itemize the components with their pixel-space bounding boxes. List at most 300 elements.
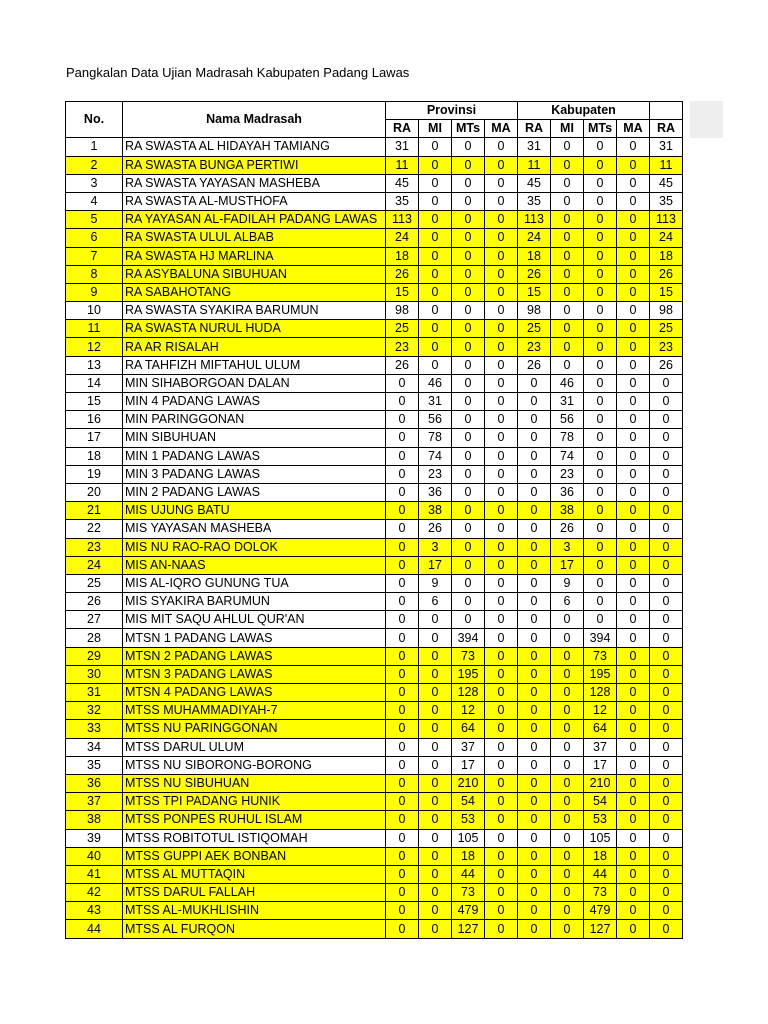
- count-cell: 54: [452, 793, 485, 811]
- madrasah-name: MIN 3 PADANG LAWAS: [123, 465, 386, 483]
- count-cell: 0: [551, 338, 584, 356]
- count-cell: 0: [518, 647, 551, 665]
- count-cell: 0: [452, 520, 485, 538]
- count-cell: 31: [419, 393, 452, 411]
- count-cell: 0: [386, 429, 419, 447]
- count-cell: 0: [650, 884, 683, 902]
- count-cell: 26: [551, 520, 584, 538]
- count-cell: 0: [485, 447, 518, 465]
- row-number: 12: [66, 338, 123, 356]
- count-cell: 6: [551, 593, 584, 611]
- count-cell: 3: [551, 538, 584, 556]
- count-cell: 0: [485, 192, 518, 210]
- count-cell: 0: [452, 411, 485, 429]
- count-cell: 56: [419, 411, 452, 429]
- count-cell: 0: [650, 665, 683, 683]
- madrasah-name: MTSN 3 PADANG LAWAS: [123, 665, 386, 683]
- row-number: 24: [66, 556, 123, 574]
- subheader-cell: RA: [518, 120, 551, 138]
- row-number: 44: [66, 920, 123, 938]
- count-cell: 0: [386, 593, 419, 611]
- count-cell: 26: [650, 265, 683, 283]
- count-cell: 18: [452, 847, 485, 865]
- madrasah-name: MTSS AL FURQON: [123, 920, 386, 938]
- subheader-cell: MI: [551, 120, 584, 138]
- count-cell: 0: [650, 374, 683, 392]
- count-cell: 0: [584, 465, 617, 483]
- count-cell: 0: [617, 138, 650, 156]
- count-cell: 0: [584, 320, 617, 338]
- count-cell: 0: [419, 702, 452, 720]
- count-cell: 0: [617, 411, 650, 429]
- count-cell: 0: [584, 374, 617, 392]
- count-cell: 78: [551, 429, 584, 447]
- count-cell: 0: [518, 920, 551, 938]
- count-cell: 73: [452, 647, 485, 665]
- count-cell: 25: [518, 320, 551, 338]
- subheader-cell: MA: [485, 120, 518, 138]
- row-number: 36: [66, 774, 123, 792]
- count-cell: 0: [650, 447, 683, 465]
- row-number: 29: [66, 647, 123, 665]
- count-cell: 0: [518, 520, 551, 538]
- count-cell: 0: [452, 611, 485, 629]
- count-cell: 0: [419, 684, 452, 702]
- count-cell: 0: [419, 847, 452, 865]
- count-cell: 0: [452, 538, 485, 556]
- count-cell: 0: [452, 138, 485, 156]
- count-cell: 0: [650, 411, 683, 429]
- count-cell: 0: [650, 647, 683, 665]
- count-cell: 0: [386, 793, 419, 811]
- madrasah-name: RA SWASTA SYAKIRA BARUMUN: [123, 302, 386, 320]
- count-cell: 0: [617, 538, 650, 556]
- count-cell: 0: [551, 138, 584, 156]
- count-cell: 0: [485, 774, 518, 792]
- count-cell: 0: [584, 156, 617, 174]
- count-cell: 23: [518, 338, 551, 356]
- count-cell: 0: [617, 229, 650, 247]
- count-cell: 127: [584, 920, 617, 938]
- subheader-cell: MTs: [584, 120, 617, 138]
- row-number: 9: [66, 283, 123, 301]
- count-cell: 0: [617, 338, 650, 356]
- count-cell: 0: [419, 211, 452, 229]
- count-cell: 31: [650, 138, 683, 156]
- count-cell: 0: [617, 611, 650, 629]
- count-cell: 23: [419, 465, 452, 483]
- table-row: [66, 138, 683, 156]
- table-row: [66, 283, 683, 301]
- count-cell: 0: [650, 738, 683, 756]
- row-number: 1: [66, 138, 123, 156]
- row-number: 33: [66, 720, 123, 738]
- header-name: Nama Madrasah: [123, 102, 386, 138]
- count-cell: 0: [386, 865, 419, 883]
- table-row: [66, 465, 683, 483]
- madrasah-name: MTSS DARUL ULUM: [123, 738, 386, 756]
- count-cell: 0: [617, 393, 650, 411]
- count-cell: 0: [650, 920, 683, 938]
- count-cell: 0: [518, 574, 551, 592]
- count-cell: 0: [551, 192, 584, 210]
- count-cell: 0: [617, 156, 650, 174]
- count-cell: 0: [419, 302, 452, 320]
- count-cell: 15: [386, 283, 419, 301]
- count-cell: 0: [584, 247, 617, 265]
- count-cell: 0: [386, 538, 419, 556]
- madrasah-name: RA SWASTA AL HIDAYAH TAMIANG: [123, 138, 386, 156]
- row-number: 16: [66, 411, 123, 429]
- count-cell: 0: [485, 483, 518, 501]
- madrasah-name: MTSN 2 PADANG LAWAS: [123, 647, 386, 665]
- table-row: [66, 520, 683, 538]
- count-cell: 0: [551, 756, 584, 774]
- row-number: 26: [66, 593, 123, 611]
- count-cell: 35: [518, 192, 551, 210]
- madrasah-name: MIN 2 PADANG LAWAS: [123, 483, 386, 501]
- count-cell: 0: [617, 720, 650, 738]
- row-number: 14: [66, 374, 123, 392]
- count-cell: 11: [650, 156, 683, 174]
- table-row: [66, 865, 683, 883]
- count-cell: 0: [485, 138, 518, 156]
- madrasah-name: MIS AN-NAAS: [123, 556, 386, 574]
- count-cell: 0: [518, 502, 551, 520]
- madrasah-name: RA SWASTA BUNGA PERTIWI: [123, 156, 386, 174]
- count-cell: 0: [419, 756, 452, 774]
- count-cell: 0: [452, 247, 485, 265]
- count-cell: 0: [386, 902, 419, 920]
- count-cell: 0: [419, 320, 452, 338]
- table-row: [66, 192, 683, 210]
- table-row: [66, 502, 683, 520]
- count-cell: 0: [551, 865, 584, 883]
- count-cell: 0: [584, 556, 617, 574]
- count-cell: 0: [617, 884, 650, 902]
- count-cell: 31: [518, 138, 551, 156]
- count-cell: 0: [452, 156, 485, 174]
- count-cell: 0: [518, 665, 551, 683]
- count-cell: 0: [485, 265, 518, 283]
- count-cell: 0: [485, 793, 518, 811]
- row-number: 39: [66, 829, 123, 847]
- table-row: [66, 884, 683, 902]
- count-cell: 38: [419, 502, 452, 520]
- madrasah-name: MTSS AL MUTTAQIN: [123, 865, 386, 883]
- count-cell: 44: [452, 865, 485, 883]
- count-cell: 0: [485, 829, 518, 847]
- count-cell: 0: [386, 738, 419, 756]
- count-cell: 38: [551, 502, 584, 520]
- count-cell: 0: [650, 902, 683, 920]
- count-cell: 74: [419, 447, 452, 465]
- count-cell: 0: [584, 356, 617, 374]
- madrasah-name: MIS YAYASAN MASHEBA: [123, 520, 386, 538]
- madrasah-name: MIN SIBUHUAN: [123, 429, 386, 447]
- row-number: 4: [66, 192, 123, 210]
- count-cell: 0: [485, 865, 518, 883]
- count-cell: 0: [650, 629, 683, 647]
- count-cell: 0: [518, 429, 551, 447]
- table-row: [66, 920, 683, 938]
- count-cell: 0: [485, 720, 518, 738]
- count-cell: 0: [485, 611, 518, 629]
- count-cell: 0: [584, 447, 617, 465]
- table-row: [66, 429, 683, 447]
- row-number: 30: [66, 665, 123, 683]
- madrasah-name: MIS UJUNG BATU: [123, 502, 386, 520]
- count-cell: 0: [386, 829, 419, 847]
- count-cell: 0: [617, 738, 650, 756]
- count-cell: 37: [452, 738, 485, 756]
- count-cell: 0: [551, 738, 584, 756]
- table-row: [66, 174, 683, 192]
- count-cell: 0: [518, 884, 551, 902]
- table-row: [66, 556, 683, 574]
- count-cell: 0: [551, 320, 584, 338]
- count-cell: 0: [584, 229, 617, 247]
- count-cell: 0: [617, 811, 650, 829]
- count-cell: 0: [617, 829, 650, 847]
- count-cell: 0: [485, 374, 518, 392]
- count-cell: 23: [551, 465, 584, 483]
- table-row: [66, 829, 683, 847]
- count-cell: 0: [386, 611, 419, 629]
- count-cell: 0: [419, 720, 452, 738]
- count-cell: 0: [584, 520, 617, 538]
- count-cell: 23: [386, 338, 419, 356]
- row-number: 2: [66, 156, 123, 174]
- madrasah-name: MIS NU RAO-RAO DOLOK: [123, 538, 386, 556]
- count-cell: 0: [386, 411, 419, 429]
- count-cell: 0: [617, 629, 650, 647]
- count-cell: 0: [419, 174, 452, 192]
- table-row: [66, 247, 683, 265]
- count-cell: 0: [551, 829, 584, 847]
- madrasah-name: MTSS ROBITOTUL ISTIQOMAH: [123, 829, 386, 847]
- count-cell: 479: [452, 902, 485, 920]
- count-cell: 0: [485, 247, 518, 265]
- count-cell: 0: [617, 447, 650, 465]
- count-cell: 0: [551, 902, 584, 920]
- row-number: 31: [66, 684, 123, 702]
- count-cell: 0: [452, 429, 485, 447]
- count-cell: 36: [551, 483, 584, 501]
- row-number: 21: [66, 502, 123, 520]
- count-cell: 0: [452, 192, 485, 210]
- count-cell: 0: [485, 320, 518, 338]
- count-cell: 0: [452, 229, 485, 247]
- table-row: [66, 320, 683, 338]
- madrasah-name: MIN 4 PADANG LAWAS: [123, 393, 386, 411]
- count-cell: 0: [518, 702, 551, 720]
- count-cell: 0: [650, 865, 683, 883]
- count-cell: 0: [551, 720, 584, 738]
- count-cell: 0: [551, 229, 584, 247]
- count-cell: 46: [551, 374, 584, 392]
- row-number: 28: [66, 629, 123, 647]
- count-cell: 12: [452, 702, 485, 720]
- count-cell: 0: [617, 793, 650, 811]
- count-cell: 0: [584, 411, 617, 429]
- row-number: 42: [66, 884, 123, 902]
- count-cell: 0: [650, 483, 683, 501]
- count-cell: 6: [419, 593, 452, 611]
- count-cell: 0: [452, 356, 485, 374]
- count-cell: 24: [650, 229, 683, 247]
- count-cell: 0: [419, 629, 452, 647]
- count-cell: 479: [584, 902, 617, 920]
- count-cell: 0: [617, 174, 650, 192]
- count-cell: 45: [518, 174, 551, 192]
- count-cell: 0: [551, 702, 584, 720]
- count-cell: 98: [518, 302, 551, 320]
- count-cell: 31: [551, 393, 584, 411]
- madrasah-name: RA SWASTA HJ MARLINA: [123, 247, 386, 265]
- madrasah-table: [65, 101, 683, 939]
- count-cell: 18: [584, 847, 617, 865]
- count-cell: 0: [650, 720, 683, 738]
- count-cell: 0: [584, 483, 617, 501]
- madrasah-name: MIS MIT SAQU AHLUL QUR'AN: [123, 611, 386, 629]
- count-cell: 9: [551, 574, 584, 592]
- subheader-cell: RA: [650, 120, 683, 138]
- count-cell: 0: [452, 483, 485, 501]
- count-cell: 0: [551, 847, 584, 865]
- count-cell: 394: [584, 629, 617, 647]
- count-cell: 0: [419, 920, 452, 938]
- count-cell: 0: [386, 465, 419, 483]
- madrasah-name: MTSN 4 PADANG LAWAS: [123, 684, 386, 702]
- row-number: 34: [66, 738, 123, 756]
- count-cell: 17: [551, 556, 584, 574]
- count-cell: 0: [518, 483, 551, 501]
- count-cell: 0: [617, 847, 650, 865]
- row-number: 32: [66, 702, 123, 720]
- count-cell: 17: [419, 556, 452, 574]
- count-cell: 0: [485, 229, 518, 247]
- count-cell: 0: [452, 338, 485, 356]
- count-cell: 0: [584, 211, 617, 229]
- row-number: 6: [66, 229, 123, 247]
- count-cell: 0: [650, 556, 683, 574]
- table-row: [66, 156, 683, 174]
- count-cell: 26: [386, 356, 419, 374]
- count-cell: 0: [551, 302, 584, 320]
- count-cell: 0: [452, 374, 485, 392]
- count-cell: 0: [518, 556, 551, 574]
- count-cell: 0: [518, 538, 551, 556]
- row-number: 5: [66, 211, 123, 229]
- table-row: [66, 774, 683, 792]
- row-number: 10: [66, 302, 123, 320]
- table-row: [66, 302, 683, 320]
- count-cell: 18: [518, 247, 551, 265]
- count-cell: 0: [452, 465, 485, 483]
- count-cell: 26: [518, 265, 551, 283]
- count-cell: 0: [551, 793, 584, 811]
- count-cell: 0: [485, 847, 518, 865]
- count-cell: 0: [485, 538, 518, 556]
- count-cell: 0: [650, 574, 683, 592]
- count-cell: 0: [518, 774, 551, 792]
- count-cell: 0: [518, 611, 551, 629]
- count-cell: 127: [452, 920, 485, 938]
- count-cell: 0: [617, 374, 650, 392]
- header-no: No.: [66, 102, 123, 138]
- count-cell: 113: [386, 211, 419, 229]
- count-cell: 195: [584, 665, 617, 683]
- count-cell: 0: [452, 502, 485, 520]
- count-cell: 0: [617, 283, 650, 301]
- count-cell: 0: [584, 611, 617, 629]
- count-cell: 0: [617, 574, 650, 592]
- count-cell: 0: [485, 429, 518, 447]
- count-cell: 46: [419, 374, 452, 392]
- count-cell: 0: [485, 884, 518, 902]
- count-cell: 0: [617, 502, 650, 520]
- count-cell: 195: [452, 665, 485, 683]
- count-cell: 0: [386, 884, 419, 902]
- count-cell: 0: [584, 192, 617, 210]
- count-cell: 0: [485, 174, 518, 192]
- count-cell: 0: [650, 611, 683, 629]
- count-cell: 0: [386, 574, 419, 592]
- count-cell: 11: [518, 156, 551, 174]
- count-cell: 0: [419, 338, 452, 356]
- count-cell: 26: [386, 265, 419, 283]
- count-cell: 25: [386, 320, 419, 338]
- count-cell: 11: [386, 156, 419, 174]
- count-cell: 0: [551, 884, 584, 902]
- count-cell: 17: [584, 756, 617, 774]
- madrasah-name: MTSS NU SIBUHUAN: [123, 774, 386, 792]
- row-number: 18: [66, 447, 123, 465]
- count-cell: 0: [485, 156, 518, 174]
- count-cell: 0: [419, 647, 452, 665]
- count-cell: 210: [452, 774, 485, 792]
- count-cell: 0: [485, 574, 518, 592]
- count-cell: 64: [584, 720, 617, 738]
- count-cell: 0: [584, 283, 617, 301]
- count-cell: 0: [650, 811, 683, 829]
- count-cell: 0: [551, 283, 584, 301]
- count-cell: 210: [584, 774, 617, 792]
- count-cell: 74: [551, 447, 584, 465]
- count-cell: 0: [617, 647, 650, 665]
- count-cell: 0: [452, 265, 485, 283]
- madrasah-name: MTSN 1 PADANG LAWAS: [123, 629, 386, 647]
- count-cell: 113: [518, 211, 551, 229]
- row-number: 25: [66, 574, 123, 592]
- count-cell: 35: [650, 192, 683, 210]
- count-cell: 24: [386, 229, 419, 247]
- count-cell: 0: [584, 593, 617, 611]
- count-cell: 0: [551, 611, 584, 629]
- count-cell: 54: [584, 793, 617, 811]
- madrasah-name: RA SABAHOTANG: [123, 283, 386, 301]
- count-cell: 0: [518, 793, 551, 811]
- count-cell: 0: [386, 502, 419, 520]
- madrasah-name: MTSS NU SIBORONG-BORONG: [123, 756, 386, 774]
- count-cell: 0: [485, 502, 518, 520]
- count-cell: 0: [485, 756, 518, 774]
- count-cell: 53: [584, 811, 617, 829]
- count-cell: 0: [485, 665, 518, 683]
- row-number: 19: [66, 465, 123, 483]
- count-cell: 44: [584, 865, 617, 883]
